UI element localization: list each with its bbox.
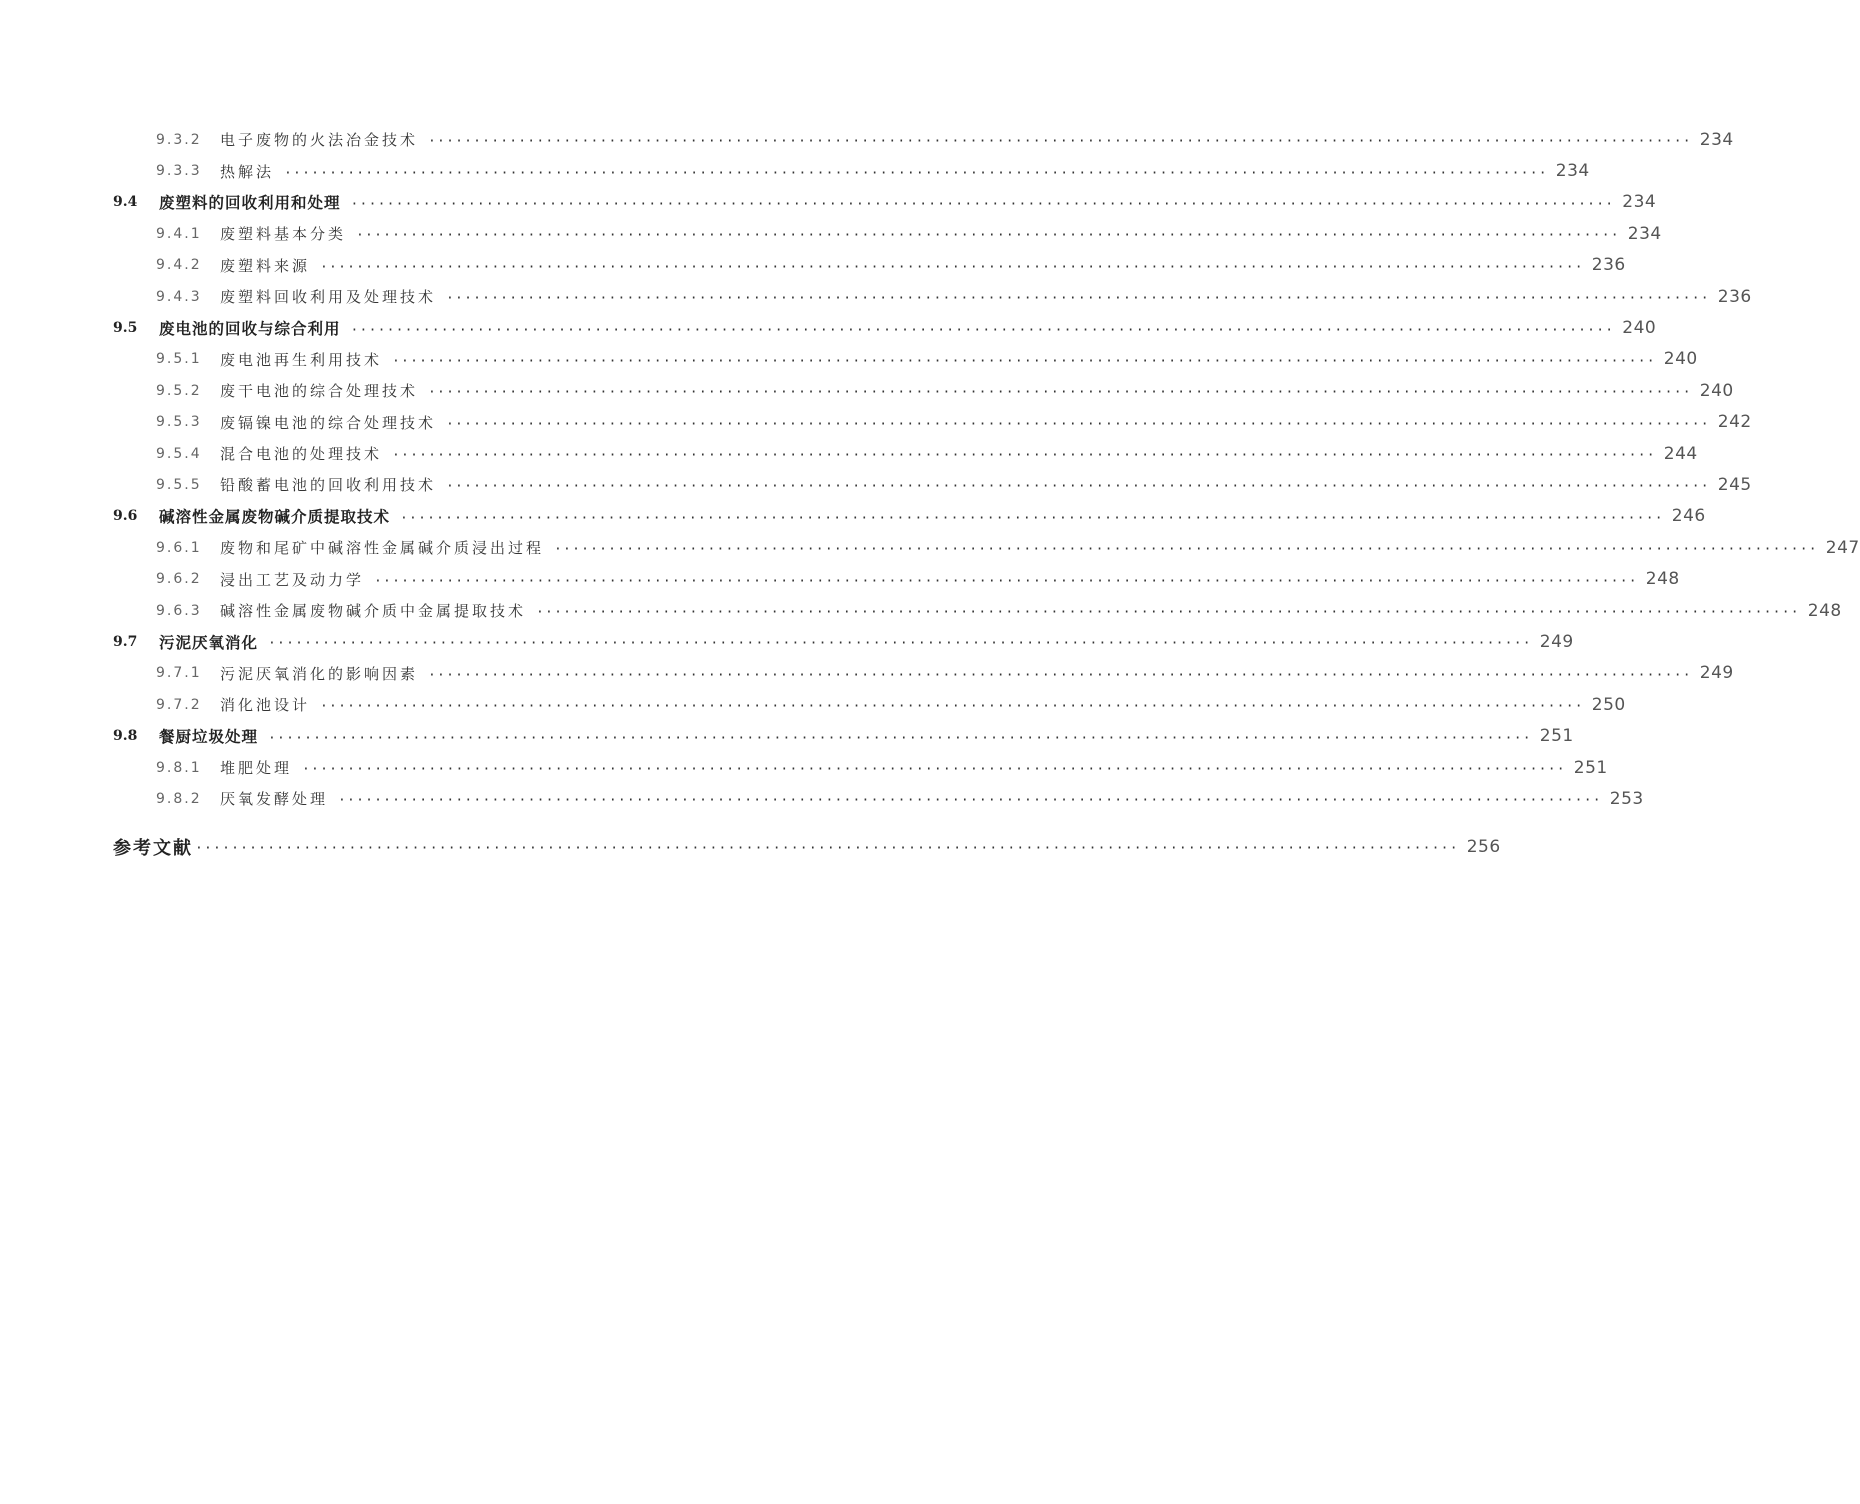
toc-section-title: 餐厨垃圾处理 [159,728,259,747]
dot-leader: ············································································································································ [350,196,1615,212]
dot-leader: ············································································································································ [356,228,1620,244]
toc-entry-number: 9.4.1 [156,225,202,242]
toc-entry-title: 废物和尾矿中碱溶性金属碱介质浸出过程 [220,539,545,558]
toc-entry-page: 240 [1622,318,1657,339]
toc-entry[interactable] [0,344,1698,375]
toc-entry[interactable] [0,124,1734,155]
toc-section-title: 污泥厌氧消化 [159,633,259,652]
dot-leader: ············································································································································ [446,479,1710,495]
dot-leader: ············································································································································ [195,841,1459,857]
toc-entry-page: 256 [1466,836,1501,857]
toc-entry-number: 9.5.3 [156,414,202,431]
toc-entry-title: 废塑料回收利用及处理技术 [220,288,437,307]
toc-entry-title: 废塑料来源 [220,256,311,275]
toc-entry-title: 电子废物的火法冶金技术 [220,131,419,150]
toc-entry-title: 废电池再生利用技术 [220,350,383,369]
toc-entry-page: 236 [1591,255,1626,276]
toc-entry-page: 234 [1622,192,1657,213]
toc-entry-page: 249 [1699,663,1734,684]
dot-leader: ············································································································································ [320,699,1584,715]
toc-entry-number: 9.5.4 [156,445,202,462]
dot-leader: ············································································································································ [446,291,1710,307]
toc-entry-number: 9.4.2 [156,257,202,274]
toc-entry-number: 9.7.2 [156,696,202,713]
toc-entry-number: 9.6.3 [156,602,202,619]
dot-leader: ············································································································································ [392,353,1656,369]
toc-entry-page: 234 [1627,223,1662,244]
toc-section-number: 9.5 [113,320,138,337]
dot-leader: ············································································································································ [428,134,1692,150]
toc-entry-title: 浸出工艺及动力学 [220,570,365,589]
toc-section-entry[interactable] [0,720,1574,751]
toc-section-number: 9.7 [113,633,138,650]
toc-entry-number: 9.5.5 [156,476,202,493]
toc-section-number: 9.4 [113,194,138,211]
toc-entry-page: 242 [1717,412,1752,433]
toc-entry[interactable] [0,532,1860,563]
toc-entry-number: 9.8.1 [156,759,202,776]
toc-entry[interactable] [0,752,1608,783]
table-of-contents [0,124,1860,864]
toc-entry-page: 248 [1807,600,1842,621]
toc-entry-page: 251 [1573,757,1608,778]
toc-section-title: 废电池的回收与综合利用 [159,320,341,339]
toc-entry-page: 234 [1555,161,1590,182]
toc-entry-title: 混合电池的处理技术 [220,445,383,464]
toc-entry-page: 249 [1539,631,1574,652]
toc-entry[interactable] [0,155,1590,186]
toc-entry-number: 9.3.2 [156,131,202,148]
toc-entry-page: 247 [1825,537,1860,558]
toc-entry-title: 废干电池的综合处理技术 [220,382,419,401]
toc-entry-page: 240 [1699,380,1734,401]
toc-section-entry[interactable] [0,501,1706,532]
toc-entry-title: 热解法 [220,162,275,181]
toc-entry-number: 9.5.2 [156,382,202,399]
toc-section-entry[interactable] [0,187,1657,218]
dot-leader: ············································································································································ [284,165,1548,181]
toc-entry-number: 9.6.1 [156,539,202,556]
toc-entry-number: 9.5.1 [156,351,202,368]
dot-leader: ············································································································································ [350,322,1615,338]
toc-entry[interactable] [0,595,1842,626]
toc-entry-page: 245 [1717,474,1752,495]
toc-entry-title: 铅酸蓄电池的回收利用技术 [220,476,437,495]
toc-entry[interactable] [0,563,1680,594]
toc-entry-page: 234 [1699,129,1734,150]
toc-section-title: 碱溶性金属废物碱介质提取技术 [159,508,391,527]
toc-entry-title: 厌氧发酵处理 [220,790,329,809]
toc-entry-title: 消化池设计 [220,696,311,715]
dot-leader: ············································································································································ [554,542,1818,558]
toc-entry-title: 堆肥处理 [220,759,293,777]
dot-leader: ············································································································································ [428,385,1692,401]
toc-entry-number: 9.3.3 [156,163,202,180]
toc-entry[interactable] [0,438,1698,469]
toc-entry-page: 244 [1663,443,1698,464]
dot-leader: ············································································································································ [400,510,1664,526]
toc-entry-page: 246 [1671,506,1706,527]
toc-entry-page: 240 [1663,349,1698,370]
toc-entry[interactable] [0,783,1644,814]
dot-leader: ············································································································································ [428,667,1692,683]
toc-entry[interactable] [0,658,1734,689]
dot-leader: ············································································································································ [536,605,1800,621]
dot-leader: ············································································································································ [268,636,1532,652]
toc-references-entry[interactable] [0,830,1501,864]
toc-entry[interactable] [0,469,1752,500]
toc-entry-title: 废镉镍电池的综合处理技术 [220,413,437,432]
toc-entry[interactable] [0,689,1626,720]
toc-entry-number: 9.4.3 [156,288,202,305]
toc-entry[interactable] [0,375,1734,406]
toc-entry-title: 废塑料基本分类 [220,225,347,244]
toc-entry-page: 248 [1645,569,1680,590]
toc-entry-title: 污泥厌氧消化的影响因素 [220,664,419,683]
toc-entry-title: 碱溶性金属废物碱介质中金属提取技术 [220,602,527,621]
toc-entry-number: 9.7.1 [156,665,202,682]
toc-entry-page: 253 [1609,788,1644,809]
dot-leader: ············································································································································ [338,793,1602,809]
toc-entry-page: 236 [1717,286,1752,307]
references-title: 参考文献 [113,837,193,859]
dot-leader: ············································································································································ [268,730,1532,746]
toc-entry-number: 9.6.2 [156,571,202,588]
toc-section-entry[interactable] [0,626,1574,657]
toc-entry[interactable] [0,250,1626,281]
toc-section-number: 9.6 [113,508,138,525]
dot-leader: ············································································································································ [302,762,1566,777]
dot-leader: ············································································································································ [446,416,1710,432]
dot-leader: ············································································································································ [320,259,1584,275]
toc-section-number: 9.8 [113,728,138,745]
toc-section-title: 废塑料的回收利用和处理 [159,194,341,213]
toc-entry[interactable] [0,218,1662,249]
dot-leader: ············································································································································ [392,448,1656,464]
toc-entry-page: 250 [1591,694,1626,715]
toc-entry-page: 251 [1539,726,1574,747]
toc-entry[interactable] [0,407,1752,438]
dot-leader: ············································································································································ [374,573,1638,589]
toc-entry-number: 9.8.2 [156,790,202,807]
toc-entry[interactable] [0,281,1752,312]
toc-section-entry[interactable] [0,312,1657,343]
